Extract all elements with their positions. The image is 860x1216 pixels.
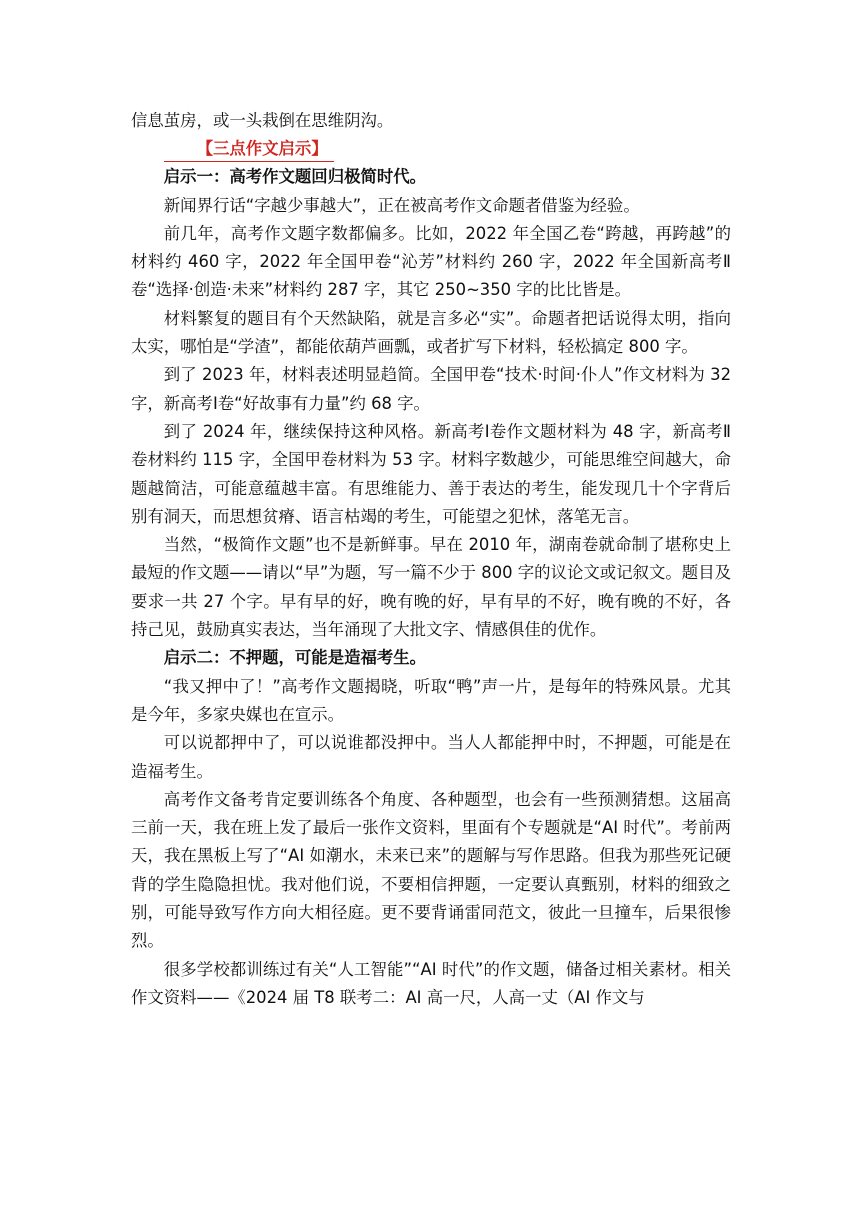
paragraph: 新闻界行话“字越少事越大”，正在被高考作文命题者借鉴为经验。: [163, 195, 640, 215]
paragraph: 前几年，高考作文题字数都偏多。比如，2022 年全国乙卷“跨越，再跨越”的材料约 460 字，2022 年全国甲卷“沁芳”材料约 260 字，2022 年全国新高考Ⅱ卷“选择·创造·未来”材料约 287 字，其它 250~350 字的比比皆是。: [131, 223, 731, 300]
paragraph: 材料繁复的题目有个天然缺陷，就是言多必“实”。命题者把话说得太明，指向太实，哪怕是“学渣”，都能依葫芦画瓢，或者扩写下材料，轻松搞定 800 字。: [131, 308, 731, 357]
paragraph-continued: 信息茧房，或一头栽倒在思维阴沟。: [131, 111, 394, 130]
document-body: [131, 107, 731, 1012]
heading-insight-1: 启示一：高考作文题回归极简时代。: [163, 167, 427, 187]
paragraph: 到了 2024 年，继续保持这种风格。新高考Ⅰ卷作文题材料为 48 字，新高考Ⅱ卷材料约 115 字，全国甲卷材料为 53 字。材料字数越少，可能思维空间越大，命题越简洁，可能意蕴越丰富。有思维能力、善于表达的考生，能发现几十个字背后别有洞天，而思想贫瘠、语言枯竭的考生，可能望之犯怵，落笔无言。: [131, 421, 731, 526]
paragraph: 到了 2023 年，材料表述明显趋简。全国甲卷“技术·时间·仆人”作文材料为 32 字，新高考Ⅰ卷“好故事有力量”约 68 字。: [131, 365, 731, 413]
paragraph: 很多学校都训练过有关“人工智能”“AI 时代”的作文题，储备过相关素材。相关作文资料——《2024 届 T8 联考二：AI 高一尺，人高一丈（AI 作文与: [131, 959, 731, 1007]
heading-insight-2: 启示二：不押题，可能是造福考生。: [163, 648, 427, 668]
paragraph: “我又押中了！”高考作文题揭晓，听取“鸭”声一片，是每年的特殊风景。尤其是今年，多家央媒也在宣示。: [131, 676, 731, 724]
section-heading: 【三点作文启示】: [164, 137, 334, 162]
paragraph: 当然，“极简作文题”也不是新鲜事。早在 2010 年，湖南卷就命制了堪称史上最短的作文题——请以“早”为题，写一篇不少于 800 字的议论文或记叙文。题目及要求一共 27 个字。早有早的好，晚有晚的好，早有早的不好，晚有晚的不好，各持己见，鼓励真实表达，当年涌现了大批文字、情感俱佳的优作。: [131, 535, 731, 640]
paragraph: 可以说都押中了，可以说谁都没押中。当人人都能押中时，不押题，可能是在造福考生。: [131, 733, 731, 781]
section-heading-row: [131, 135, 731, 163]
paragraph: 高考作文备考肯定要训练各个角度、各种题型，也会有一些预测猜想。这届高三前一天，我在班上发了最后一张作文资料，里面有个专题就是“AI 时代”。考前两天，我在黑板上写了“AI 如潮水，未来已来”的题解与写作思路。但我为那些死记硬背的学生隐隐担忧。我对他们说，不要相信押题，一定要认真甄别，材料的细致之别，可能导致写作方向大相径庭。更不要背诵雷同范文，彼此一旦撞车，后果很惨烈。: [131, 789, 731, 951]
